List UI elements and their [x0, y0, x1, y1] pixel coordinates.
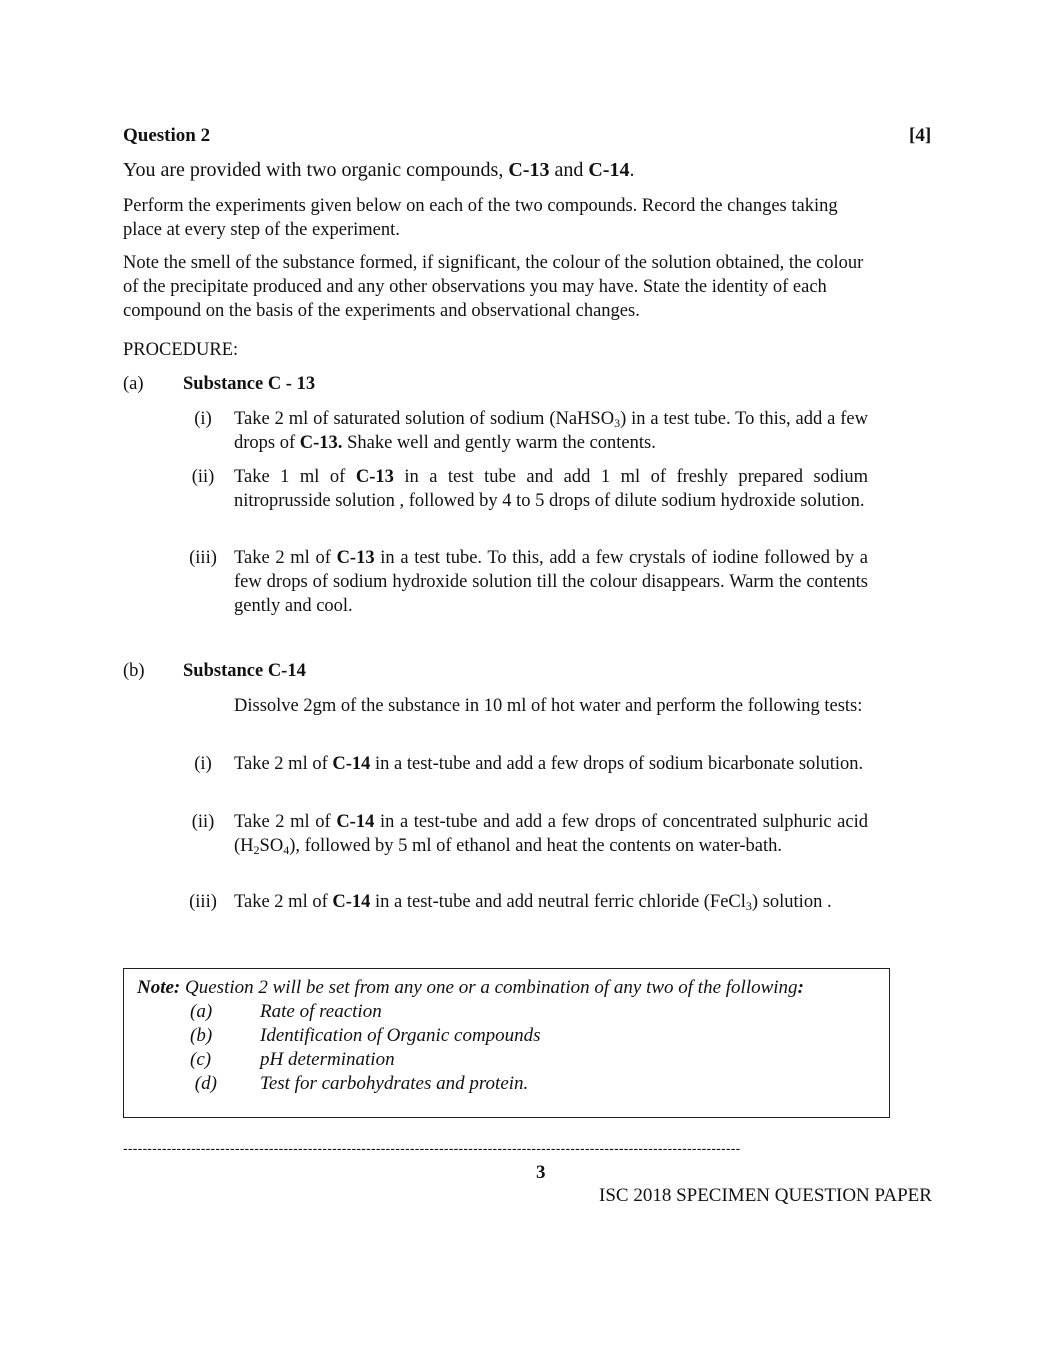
subscript: 2: [253, 843, 260, 857]
footer-separator: -------------------------------------------------------------------------------------------------------------------------------: [123, 1140, 741, 1156]
item-text: [234, 407, 868, 455]
lead-and: and: [549, 159, 589, 181]
subscript: 3: [614, 416, 621, 430]
item-text: [234, 465, 868, 513]
item-number: (ii): [191, 812, 215, 832]
question-title: Question 2: [123, 125, 211, 146]
item-text-part: in a test tube. To this, add a few crystals of iodine followed by a few drops of sodium hydroxide solution till the colour disappears. Warm the contents gently and cool.: [234, 548, 868, 616]
note-item-letter: (a): [190, 1001, 213, 1022]
note-item-text: Rate of reaction: [260, 1001, 382, 1022]
item-text-part: ) in a test tube. To this, add a few drops of: [234, 409, 868, 453]
item-text-part: in a test-tube and add a few drops of sodium bicarbonate solution.: [370, 754, 864, 774]
section-b-item-3: [123, 890, 868, 914]
note-item-letter: (d): [190, 1073, 217, 1094]
note-item-letter: (c): [190, 1049, 212, 1070]
lead-end: .: [629, 159, 635, 181]
compound-name: C-14: [336, 812, 375, 832]
section-a-item-3: [123, 546, 868, 618]
note-label: Note:: [137, 977, 181, 998]
item-text-part: ) solution .: [751, 892, 832, 912]
note-body: Question 2 will be set from any one or a combination of any two of the following: [180, 977, 798, 998]
instructions-paragraph-1: Perform the experiments given below on each of the two compounds. Record the changes taking place at every step of the experiment.: [123, 196, 838, 240]
note-text: [137, 977, 804, 999]
item-number: (i): [194, 409, 212, 429]
section-b-intro: Dissolve 2gm of the substance in 10 ml of hot water and perform the following tests:: [234, 696, 863, 716]
section-b-item-2: [123, 810, 868, 858]
item-number: (i): [194, 754, 212, 774]
item-text-part: Take 2 ml of: [234, 754, 333, 774]
section-a-title: Substance C - 13: [183, 374, 316, 394]
subscript: 3: [745, 899, 752, 913]
item-text: [234, 752, 868, 776]
lead-c13: C-13: [508, 159, 550, 181]
item-text: [234, 810, 868, 858]
note-colon: :: [797, 977, 804, 998]
item-text-part: Take 2 ml of: [234, 892, 333, 912]
question-marks: [4]: [909, 125, 932, 146]
subscript: 4: [283, 843, 290, 857]
item-text-part: Shake well and gently warm the contents.: [342, 433, 656, 453]
item-text-part: in a test-tube and add a few drops of concentrated sulphuric acid (H: [234, 812, 868, 856]
note-item-text: Identification of Organic compounds: [260, 1025, 541, 1046]
section-a-item-1: [123, 407, 868, 455]
section-a-item-2: [123, 465, 868, 513]
section-a-letter: (a): [123, 374, 144, 394]
item-text: [234, 546, 868, 618]
lead-text: You are provided with two organic compounds,: [123, 159, 509, 181]
item-text-part: Take 2 ml of saturated solution of sodium (NaHSO: [234, 409, 615, 429]
note-item-text: pH determination: [260, 1049, 395, 1070]
item-text: [234, 890, 868, 914]
item-number: (ii): [191, 467, 215, 487]
item-text-part: Take 2 ml of: [234, 812, 337, 832]
item-text-part: in a test tube and add 1 ml of freshly prepared sodium nitroprusside solution , followed by 4 to 5 drops of dilute sodium hydroxide solution.: [234, 467, 869, 511]
note-item-b: [190, 1025, 690, 1049]
paper-title: ISC 2018 SPECIMEN QUESTION PAPER: [599, 1185, 932, 1206]
instructions-paragraph-2: Note the smell of the substance formed, if significant, the colour of the solution obtained, the colour of the precipitate produced and any other observations you may have. State the identity of each compound on the basis of the experiments and observational changes.: [123, 253, 864, 321]
compound-name: C-14: [332, 754, 371, 774]
question-lead: [123, 158, 868, 182]
section-b-title: Substance C-14: [183, 661, 306, 681]
note-item-a: [190, 1001, 690, 1025]
compound-name: C-13: [355, 467, 394, 487]
page-number: 3: [536, 1162, 546, 1183]
note-item-c: [190, 1049, 690, 1073]
note-item-text: Test for carbohydrates and protein.: [260, 1073, 529, 1094]
item-number: (iii): [189, 548, 217, 568]
item-text-part: ), followed by 5 ml of ethanol and heat the contents on water-bath.: [289, 836, 783, 856]
item-text-part: Take 1 ml of: [234, 467, 356, 487]
item-text-part: in a test-tube and add neutral ferric chloride (FeCl: [370, 892, 746, 912]
compound-name: C-14: [332, 892, 371, 912]
item-text-part: SO: [259, 836, 284, 856]
item-number: (iii): [189, 892, 217, 912]
note-item-d: [190, 1073, 690, 1097]
item-text-part: Take 2 ml of: [234, 548, 337, 568]
note-item-letter: (b): [190, 1025, 213, 1046]
section-b-letter: (b): [123, 661, 145, 681]
compound-name: C-13: [336, 548, 375, 568]
section-b-item-1: [123, 752, 868, 776]
procedure-heading: PROCEDURE:: [123, 340, 239, 360]
compound-name: C-13.: [299, 433, 343, 453]
lead-c14: C-14: [588, 159, 630, 181]
